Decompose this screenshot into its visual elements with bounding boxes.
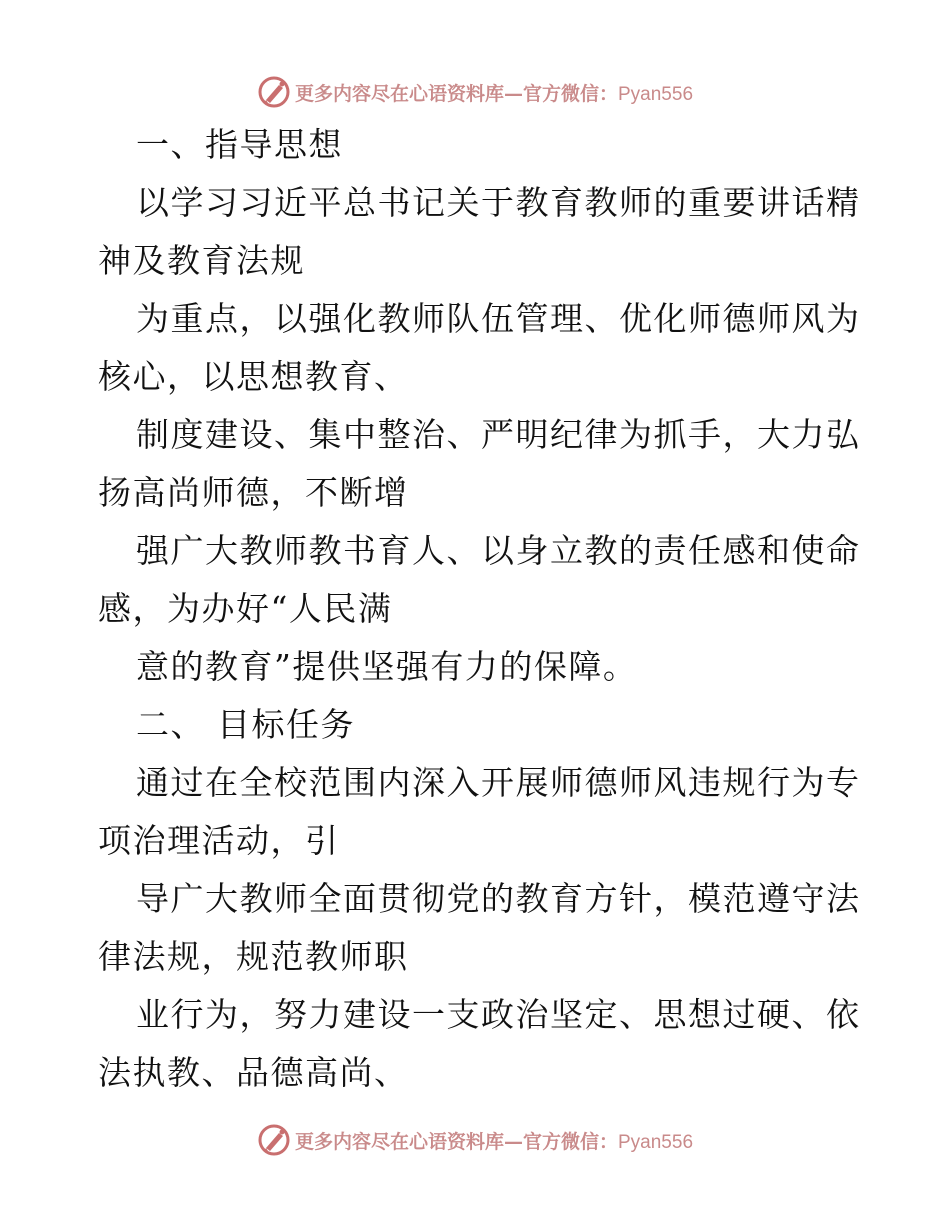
text-line: 一、指导思想 [136, 125, 343, 164]
text-line: 导广大教师全面贯彻党的教育方针，模范遵守法 [136, 879, 861, 918]
text-line: 以学习习近平总书记关于教育教师的重要讲话精 [136, 183, 861, 222]
document-body [98, 116, 861, 1102]
footer-watermark [0, 1120, 950, 1160]
text-line: 法执教、品德高尚、 [98, 1053, 409, 1092]
text-line: 业行为，努力建设一支政治坚定、思想过硬、依 [136, 995, 861, 1034]
text-line: 感，为办好“人民满 [98, 589, 393, 628]
watermark-label: 更多内容尽在心语资料库—官方微信： [294, 1130, 618, 1153]
text-line: 制度建设、集中整治、严明纪律为抓手，大力弘 [136, 415, 861, 454]
text-line: 二、 目标任务 [136, 705, 355, 744]
text-line: 强广大教师教书育人、以身立教的责任感和使命 [136, 531, 861, 570]
watermark-wechat-id: Pyan556 [618, 83, 694, 105]
watermark-text [295, 79, 693, 106]
pen-logo-icon [257, 75, 291, 109]
text-line: 为重点，以强化教师队伍管理、优化师德师风为 [136, 299, 861, 338]
watermark-label: 更多内容尽在心语资料库—官方微信： [294, 82, 618, 105]
header-watermark [0, 72, 950, 112]
text-line: 核心，以思想教育、 [98, 357, 409, 396]
watermark-text [295, 1127, 693, 1154]
text-line: 项治理活动，引 [98, 821, 340, 860]
text-line: 意的教育”提供坚强有力的保障。 [136, 647, 638, 686]
text-line: 通过在全校范围内深入开展师德师风违规行为专 [136, 763, 861, 802]
watermark-wechat-id: Pyan556 [618, 1131, 694, 1153]
text-line: 律法规，规范教师职 [98, 937, 409, 976]
pen-logo-icon [257, 1123, 291, 1157]
text-line: 神及教育法规 [98, 241, 305, 280]
text-line: 扬高尚师德，不断增 [98, 473, 409, 512]
